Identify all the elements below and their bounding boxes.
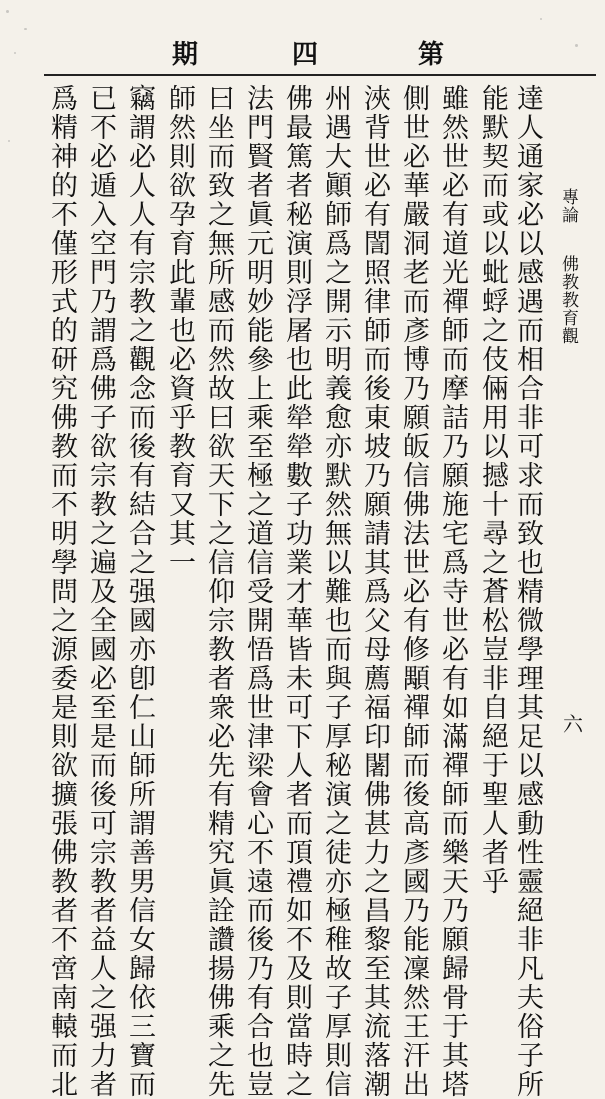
header-issue-char-qi: 期 — [172, 40, 199, 70]
text-column-3: 雖然世必有道光禪師而摩詰乃願施宅爲寺世必有如滿禪師而樂天乃願歸骨于其塔 — [437, 84, 468, 1099]
scan-speck — [575, 44, 578, 47]
header-rule — [44, 74, 596, 76]
text-column-12: 已不必遁入空門乃謂爲佛子欲宗教之遍及全國必至是而後可宗教者益人之强力者 — [85, 84, 116, 1099]
text-column-8: 法門賢者眞元明妙能參上乘至極之道信受開悟爲世津梁會心不遠而後乃有合也豈 — [242, 84, 273, 1099]
text-column-9: 曰坐而致之無所感而然故曰欲天下之信仰宗教者衆必先有精究眞詮讚揚佛乘之先 — [203, 84, 234, 1099]
scan-speck — [24, 28, 27, 30]
text-column-1: 達人通家必以感遇而相合非可求而致也精微學理其足以感動性靈絕非凡夫俗子所 — [512, 84, 543, 1099]
header-issue-char-di: 第 — [418, 40, 445, 70]
text-column-6: 州遇大顚師爲之開示明義愈亦默然無以難也而與子厚秘演之徒亦極稚故子厚則信 — [320, 84, 351, 1099]
page-number: 六 — [563, 712, 583, 736]
text-column-10: 師然則欲孕育此輩也必資乎教育又其一 — [164, 84, 195, 577]
side-caption — [556, 188, 581, 345]
scan-speck — [540, 18, 542, 20]
text-column-2: 能默契而或以蚍蜉之伎倆用以撼十尋之蒼松豈非自絕于聖人者乎 — [477, 84, 508, 896]
scan-speck — [6, 10, 9, 13]
header-issue-char-si: 四 — [292, 40, 319, 70]
side-caption-title: 佛教教育觀 — [558, 255, 578, 345]
text-column-4: 側世必華嚴洞老而彥博乃願皈信佛法世必有修顒禪師而後高彥國乃能凜然王汗出 — [398, 84, 429, 1099]
text-column-5: 浹背世必有誾照律師而後東坡乃願請其爲父母薦福印闍佛甚力之昌黎至其流落潮 — [359, 84, 390, 1099]
text-column-7: 佛最篤者秘演則浮屠也此犖犖數子功業才華皆未可下人者而頂禮如不及則當時之 — [281, 84, 312, 1099]
scan-speck — [8, 140, 10, 142]
text-column-13: 爲精神的不僅形式的研究佛教而不明學問之源委是則欲擴張佛教者不啻南轅而北 — [46, 84, 77, 1099]
scan-speck — [14, 52, 16, 54]
text-column-11: 竊謂必人人有宗教之觀念而後有結合之强國亦卽仁山師所謂善男信女歸依三寶而 — [124, 84, 155, 1099]
side-caption-section: 專論 — [558, 188, 578, 224]
page-header — [0, 0, 605, 70]
